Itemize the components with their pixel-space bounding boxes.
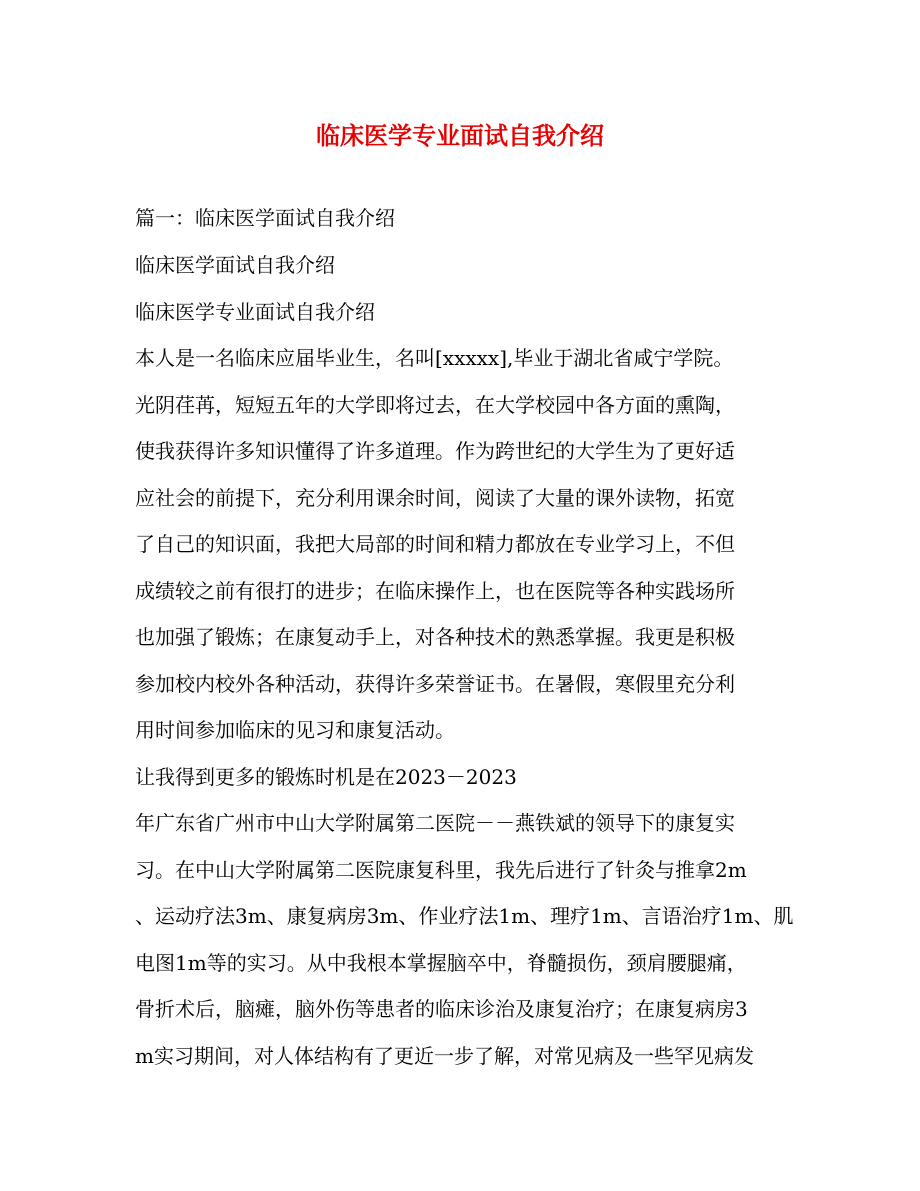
text-line: 应社会的前提下，充分利用课余时间，阅读了大量的课外读物，拓宽	[135, 486, 735, 510]
text-line: m实习期间，对人体结构有了更近一步了解，对常见病及一些罕见病发	[135, 1044, 754, 1068]
text-line: 参加校内校外各种活动，获得许多荣誉证书。在暑假，寒假里充分利	[135, 672, 735, 696]
text-line: 篇一：临床医学面试自我介绍	[135, 206, 395, 230]
text-line: 本人是一名临床应届毕业生，名叫[xxxxx],毕业于湖北省咸宁学院。	[135, 346, 734, 370]
text-line: 骨折术后，脑瘫，脑外伤等患者的临床诊治及康复治疗；在康复病房3	[135, 997, 748, 1021]
text-line: 用时间参加临床的见习和康复活动。	[135, 718, 455, 742]
text-line: 临床医学专业面试自我介绍	[135, 300, 375, 324]
text-line: 使我获得许多知识懂得了许多道理。作为跨世纪的大学生为了更好适	[135, 439, 735, 463]
text-line: 电图1m等的实习。从中我根本掌握脑卒中，脊髓损伤，颈肩腰腿痛，	[135, 951, 747, 975]
text-line: 了自己的知识面，我把大局部的时间和精力都放在专业学习上，不但	[135, 532, 735, 556]
text-line: 让我得到更多的锻炼时机是在2023－2023	[135, 765, 517, 789]
text-line: 年广东省广州市中山大学附属第二医院－－燕铁斌的领导下的康复实	[135, 811, 735, 835]
text-line: 临床医学面试自我介绍	[135, 253, 335, 277]
text-line: 光阴荏苒，短短五年的大学即将过去，在大学校园中各方面的熏陶，	[135, 393, 735, 417]
document-title: 临床医学专业面试自我介绍	[316, 121, 604, 150]
text-line: 也加强了锻炼；在康复动手上，对各种技术的熟悉掌握。我更是积极	[135, 625, 735, 649]
text-line: 、运动疗法3m、康复病房3m、作业疗法1m、理疗1m、言语治疗1m、肌	[135, 904, 794, 928]
text-line: 习。在中山大学附属第二医院康复科里，我先后进行了针灸与推拿2m	[135, 858, 747, 882]
text-line: 成绩较之前有很打的进步；在临床操作上，也在医院等各种实践场所	[135, 579, 735, 603]
